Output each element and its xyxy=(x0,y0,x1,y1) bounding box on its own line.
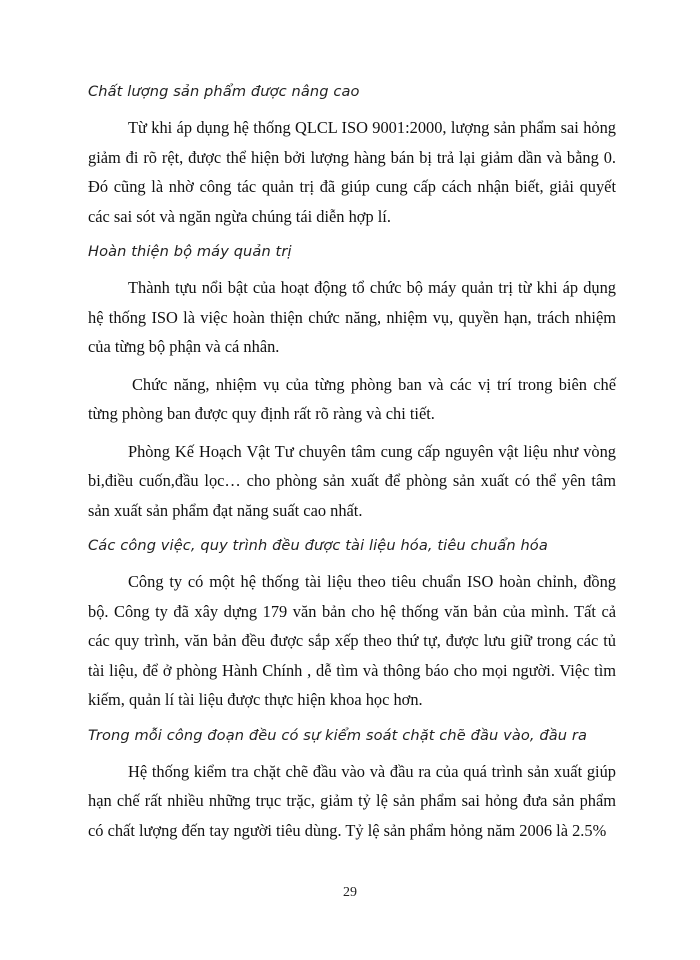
paragraph-quality: Từ khi áp dụng hệ thống QLCL ISO 9001:2000, lượng sản phẩm sai hỏng giảm đi rõ rệt, được thể hiện bởi lượng hàng bán bị trả lại giảm dần và bằng 0. Đó cũng là nhờ công tác quản trị đã giúp cung cấp cách nhận biết, giải quyết các sai sót và ngăn ngừa chúng tái diễn hợp lí. xyxy=(88,118,616,226)
section-heading-documentation: Các công việc, quy trình đều được tài liệu hóa, tiêu chuẩn hóa xyxy=(88,537,548,554)
section-heading-control: Trong mỗi công đoạn đều có sự kiểm soát chặt chẽ đầu vào, đầu ra xyxy=(88,726,588,744)
paragraph-management-achievement: Thành tựu nổi bật của hoạt động tổ chức bộ máy quản trị từ khi áp dụng hệ thống ISO là việc hoàn thiện chức năng, nhiệm vụ, quyền hạn, trách nhiệm của từng bộ phận và cá nhân. xyxy=(88,278,616,356)
paragraph-management-planning: Phòng Kế Hoạch Vật Tư chuyên tâm cung cấp nguyên vật liệu như vòng bi,điều cuốn,đầu lọc… cho phòng sản xuất để phòng sản xuất có thể yên tâm sản xuất sản phẩm đạt năng suất cao nhất. xyxy=(88,441,616,520)
paragraph-management-functions: Chức năng, nhiệm vụ của từng phòng ban và các vị trí trong biên chế từng phòng ban được quy định rất rõ ràng và chi tiết. xyxy=(88,374,616,423)
paragraph-control: Hệ thống kiểm tra chặt chẽ đầu vào và đầu ra của quá trình sản xuất giúp hạn chế rất nhiều những trục trặc, giảm tỷ lệ sản phẩm sai hỏng đưa sản phẩm có chất lượng đến tay người tiêu dùng. Tỷ lệ sản phẩm hỏng năm 2006 là 2.5% xyxy=(88,761,616,840)
page-content xyxy=(88,79,616,853)
section-heading-management: Hoàn thiện bộ máy quản trị xyxy=(88,243,292,260)
section-heading-quality: Chất lượng sản phẩm được nâng cao xyxy=(88,83,360,100)
paragraph-documentation: Công ty có một hệ thống tài liệu theo tiêu chuẩn ISO hoàn chỉnh, đồng bộ. Công ty đã xây dựng 179 văn bản cho hệ thống văn bản của mình. Tất cả các quy trình, văn bản đều được sắp xếp theo thứ tự, được lưu giữ trong các tủ tài liệu, để ở phòng Hành Chính , dễ tìm và thông báo cho mọi người. Việc tìm kiếm, quản lí tài liệu được thực hiện khoa học hơn. xyxy=(88,572,616,709)
page-number: 29 xyxy=(343,885,357,900)
